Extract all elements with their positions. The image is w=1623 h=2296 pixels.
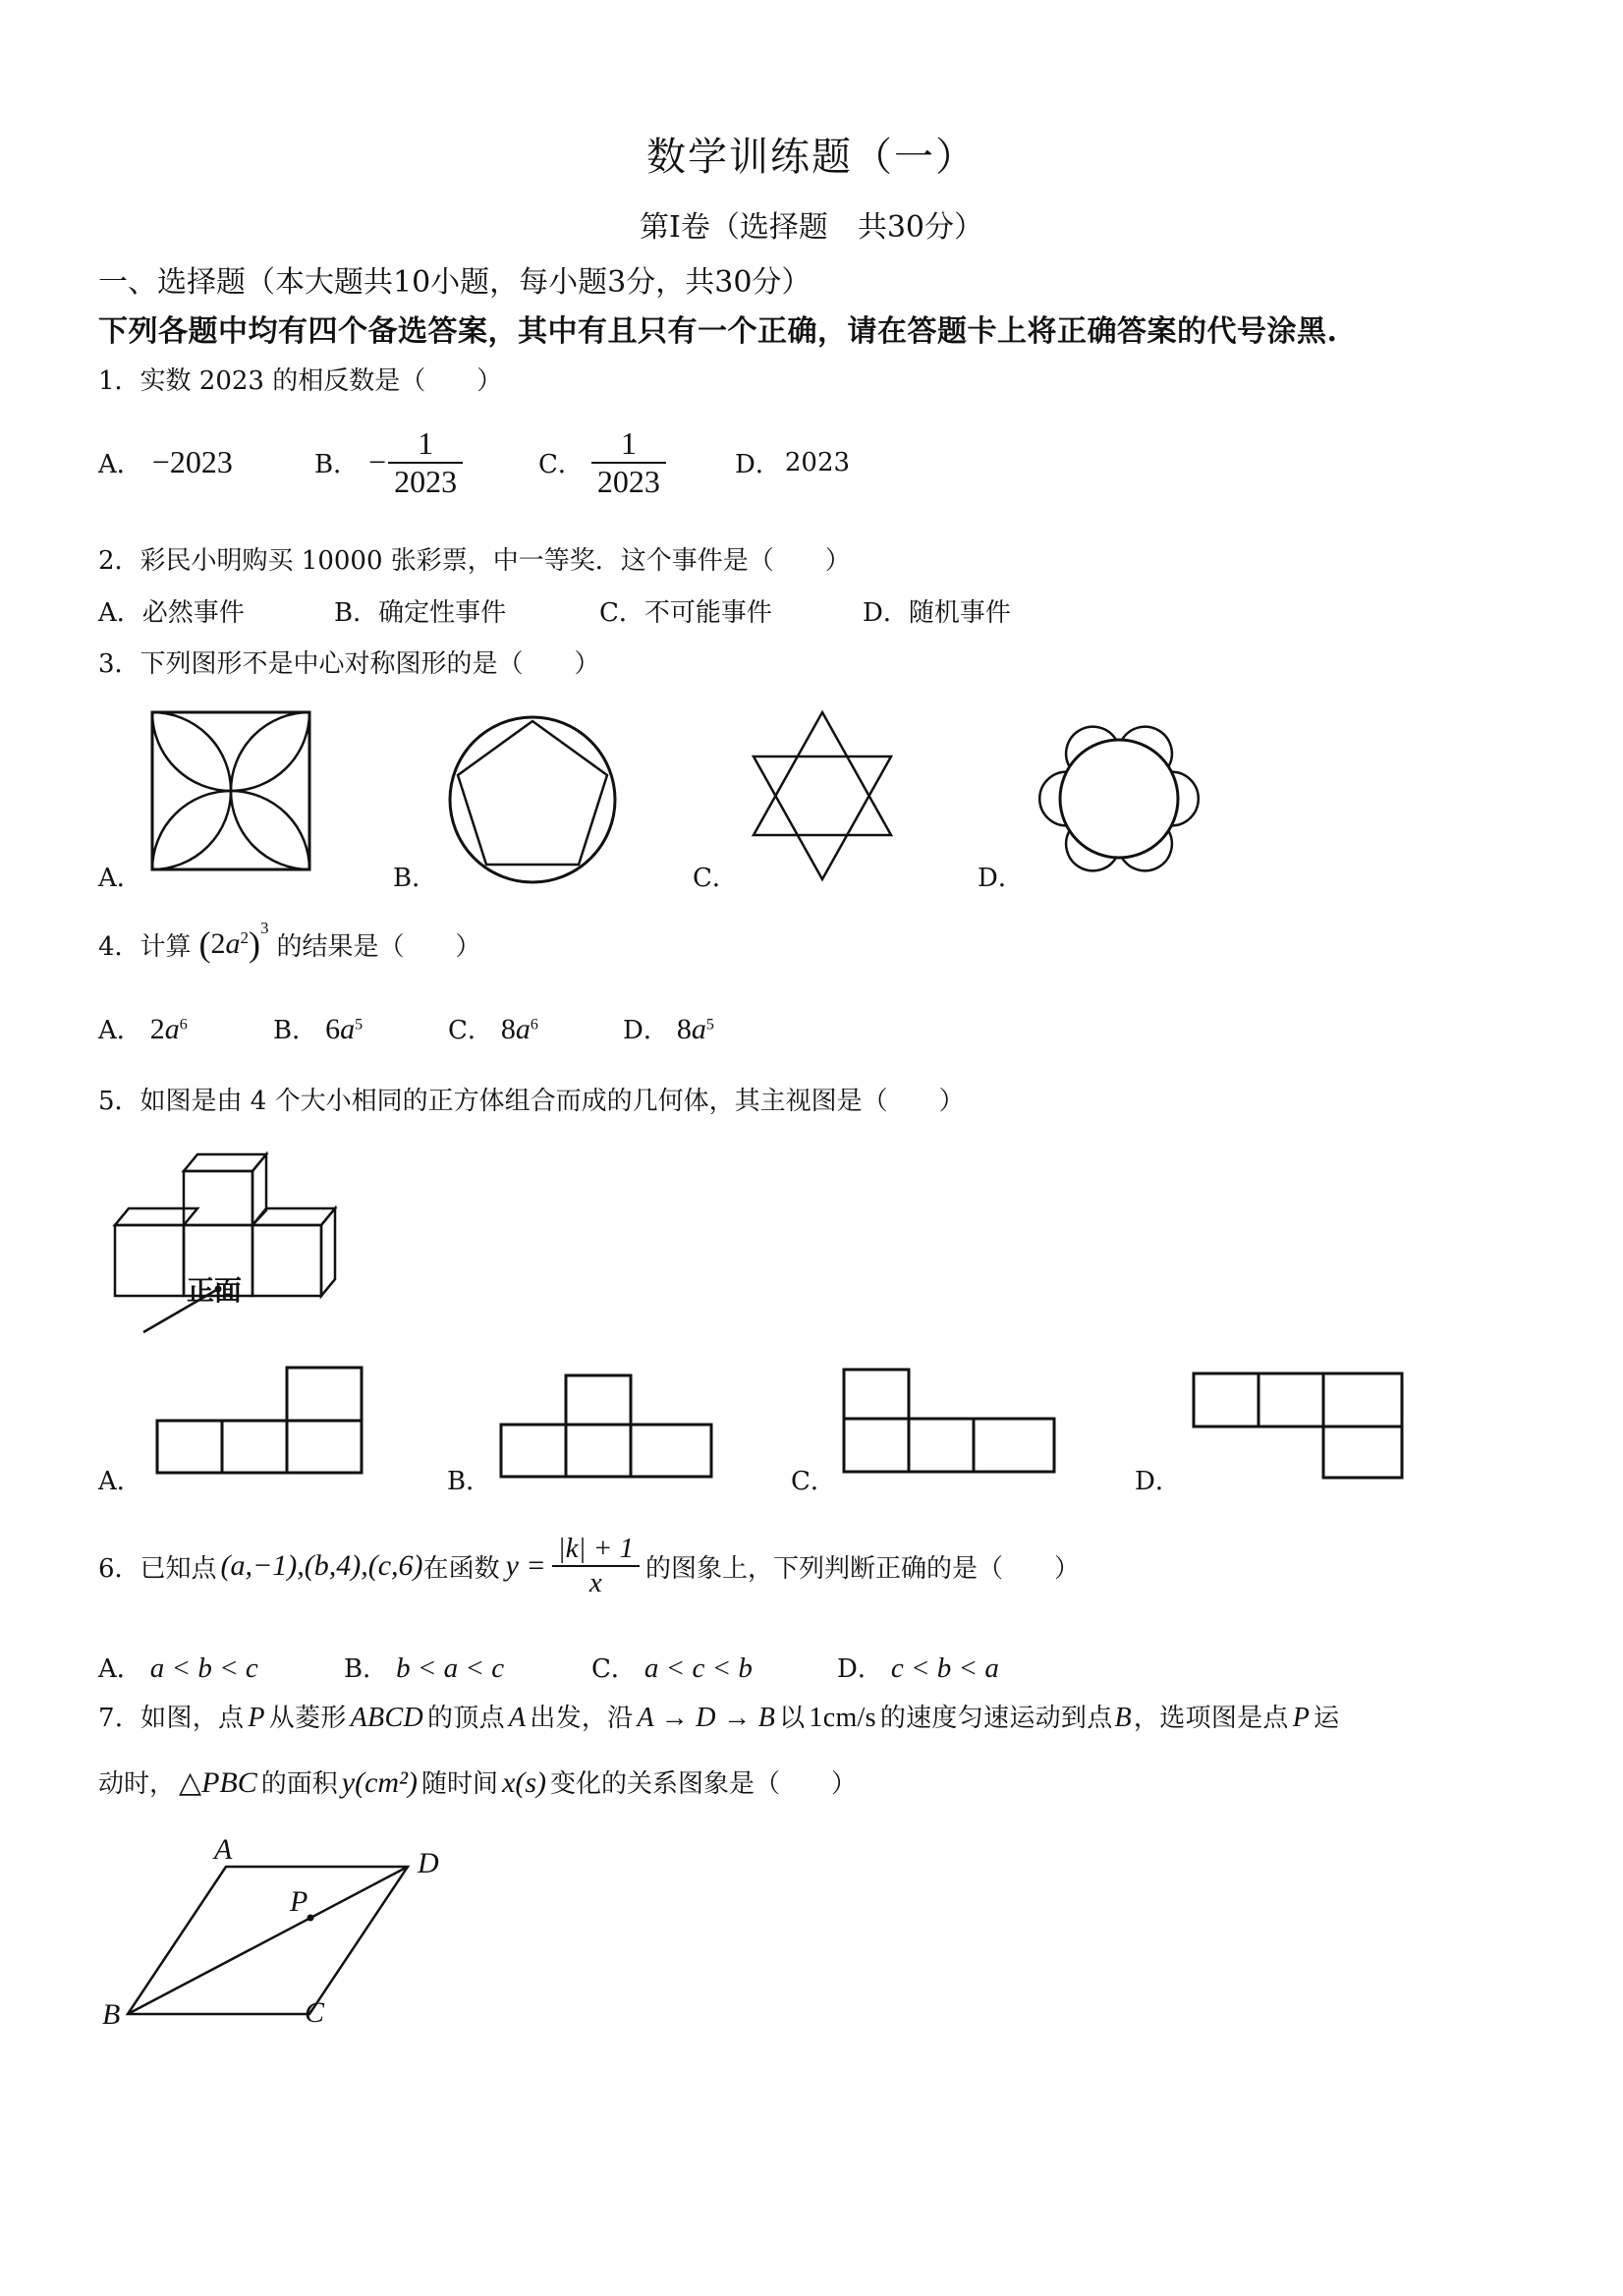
q2-stem: 2．彩民小明购买 10000 张彩票，中一等奖．这个事件是（ ） [98,546,851,576]
q7-stem-line2: 动时， △PBC 的面积 y(cm²) 随时间 x(s) 变化的关系图象是（ ） [98,1766,858,1799]
q3-label-c[interactable]: C． [693,864,738,893]
q4-option-b[interactable]: B． $6a^5$ [273,1013,364,1045]
q4-option-c[interactable]: C． $8a^6$ [448,1013,538,1045]
q1-option-c-fraction: $\frac{1}{2023}$ [591,425,666,500]
q4-options [98,1010,714,1046]
page-title: 数学训练题（一） [646,135,977,180]
q3-figure-b-pentagon-in-circle[interactable] [444,711,621,888]
q6-option-d[interactable]: D． c < b < a [837,1652,999,1684]
q5-front-label: 正面 [187,1274,243,1307]
volume-subtitle: 第Ⅰ卷（选择题 共30分） [639,210,984,245]
q6-options [98,1649,999,1685]
q6-function-fraction: $\frac{|k| + 1}{x}$ [552,1533,640,1600]
q4-stem: 4．计算 ( 2 a $^2$ ) $^3$ 的结果是（ ） [98,919,481,964]
q2-option-b[interactable]: B．确定性事件 [334,598,507,628]
q5-label-d[interactable]: D． [1135,1467,1181,1496]
q1-option-b-fraction: $\frac{1}{2023}$ [388,425,463,500]
q4-option-d[interactable]: D． $8a^5$ [623,1013,714,1045]
q2-option-c[interactable]: C．不可能事件 [599,598,772,628]
q5-option-d-view[interactable] [1192,1370,1408,1483]
q5-stem: 5．如图是由 4 个大小相同的正方体组合而成的几何体，其主视图是（ ） [98,1087,965,1116]
q6-option-c[interactable]: C． a < c < b [591,1652,753,1684]
q3-label-a[interactable]: A． [98,864,142,893]
q5-label-c[interactable]: C． [791,1467,836,1496]
q6-option-b[interactable]: B． b < a < c [344,1652,505,1684]
instruction-text: 下列各题中均有四个备选答案，其中有且只有一个正确，请在答题卡上将正确答案的代号涂黑. [98,314,1338,349]
q7-vertex-b: B [102,1998,121,2031]
q6-option-a[interactable]: A． a < b < c [98,1652,258,1684]
q7-point-p: P [290,1885,308,1918]
q1-option-d[interactable]: D． 2023 [735,447,851,480]
q1-option-a[interactable]: A． −2023 [98,444,233,480]
q1-options [98,425,850,500]
q1-option-b[interactable]: B． − $\frac{1}{2023}$ [314,425,538,500]
q3-figure-c-hexagram[interactable] [744,707,901,884]
q1-stem: 1．实数 2023 的相反数是（ ） [98,366,503,396]
q5-label-a[interactable]: A． [98,1467,142,1496]
q5-label-b[interactable]: B． [447,1467,492,1496]
q7-rhombus-figure [98,1837,472,2044]
section-heading: 一、选择题（本大题共10小题，每小题3分，共30分） [98,265,812,300]
q2-option-d[interactable]: D．随机事件 [863,598,1011,628]
q7-vertex-c: C [305,1996,325,2029]
q4-option-a[interactable]: A． $2a^6$ [98,1013,188,1045]
q3-figure-d-scalloped-circle[interactable] [1035,715,1203,882]
q1-option-c[interactable]: C． $\frac{1}{2023}$ [538,425,735,500]
q7-vertex-a: A [214,1833,233,1866]
q3-stem: 3．下列图形不是中心对称图形的是（ ） [98,649,600,679]
q3-figure-a-square-petals[interactable] [147,707,314,874]
q5-option-b-view[interactable] [499,1373,715,1482]
q5-option-c-view[interactable] [842,1368,1058,1476]
q7-vertex-d: D [418,1847,439,1879]
q3-label-d[interactable]: D． [978,864,1024,893]
q5-option-a-view[interactable] [155,1364,366,1477]
q3-label-b[interactable]: B． [393,864,438,893]
q7-stem-line1: 7．如图，点 P 从菱形 ABCD 的顶点 A 出发，沿 A → D → B 以 1cm/s 的速度匀速运动到点 B ，选项图是点 P 运 [98,1703,1340,1733]
q6-stem: 6．已知点 (a,−1),(b,4),(c,6) 在函数 y = $\frac{|k| + 1}{x}$ 的图象上，下列判断正确的是（ ） [98,1533,1081,1599]
q2-option-a[interactable]: A．必然事件 [98,598,245,628]
